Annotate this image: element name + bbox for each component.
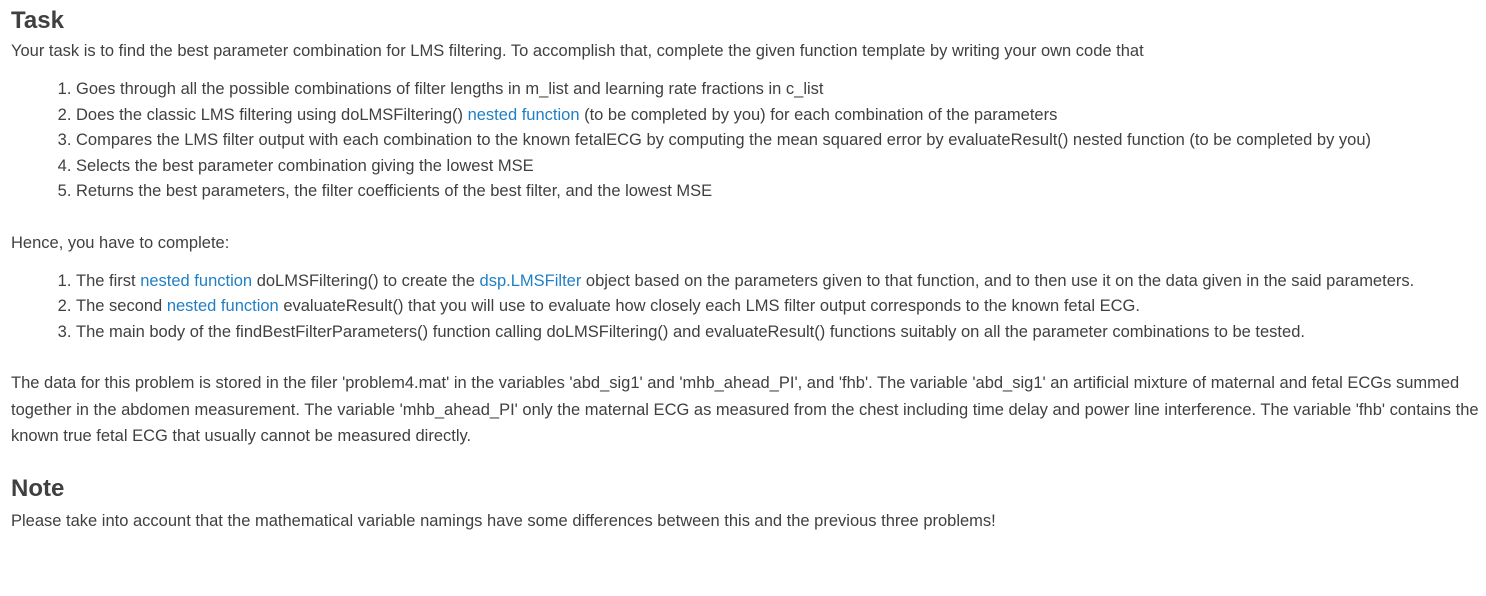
data-description: The data for this problem is stored in the filer 'problem4.mat' in the variables 'abd_sig1' and 'mhb_ahead_PI', and 'fhb'. The variable 'abd_sig1' an artificial mixture of maternal and fetal ECGs summed together in the abdomen measurement. The variable 'mhb_ahead_PI' only the maternal ECG as measured from the chest including time delay and power line interference. The variable 'fhb' contains the known true fetal ECG that usually cannot be measured directly. [11,374,1479,445]
list-item: 3. Compares the LMS filter output with each combination to the known fetalECG by computing the mean squared error by evaluateResult() nested function (to be completed by you) [76,128,1481,154]
note-heading: Note [11,474,65,502]
task-steps-list [11,77,1481,205]
list-item: 1. Goes through all the possible combinations of filter lengths in m_list and learning rate fractions in c_list [76,77,1481,103]
nested-function-link[interactable]: nested function [467,105,580,124]
complete-items-list [11,269,1481,346]
nested-function-link[interactable]: nested function [166,297,279,315]
list-item: 4. Selects the best parameter combination giving the lowest MSE [76,154,1481,180]
list-item: 5. Returns the best parameters, the filter coefficients of the best filter, and the lowest MSE [76,179,1481,205]
hence-text: Hence, you have to complete: [11,233,230,252]
task-intro: Your task is to find the best parameter combination for LMS filtering. To accomplish that, complete the given function template by writing your own code that [11,42,1144,60]
note-text: Please take into account that the mathematical variable namings have some differences between this and the previous three problems! [11,511,996,530]
list-item: 2. Does the classic LMS filtering using doLMSFiltering() nested function (to be completed by you) for each combination of the parameters [76,103,1481,129]
dsp-lmsfilter-link[interactable]: dsp.LMSFilter [479,271,582,290]
task-heading: Task [11,7,64,34]
list-item: 2. The second nested function evaluateResult() that you will use to evaluate how closely each LMS filter output corresponds to the known fetal ECG. [76,294,1481,320]
list-item: 1. The first nested function doLMSFiltering() to create the dsp.LMSFilter object based on the parameters given to that function, and to then use it on the data given in the said parameters. [76,269,1481,295]
nested-function-link[interactable]: nested function [140,271,253,290]
list-item: 3. The main body of the findBestFilterParameters() function calling doLMSFiltering() and evaluateResult() functions suitably on all the parameter combinations to be tested. [76,320,1481,346]
